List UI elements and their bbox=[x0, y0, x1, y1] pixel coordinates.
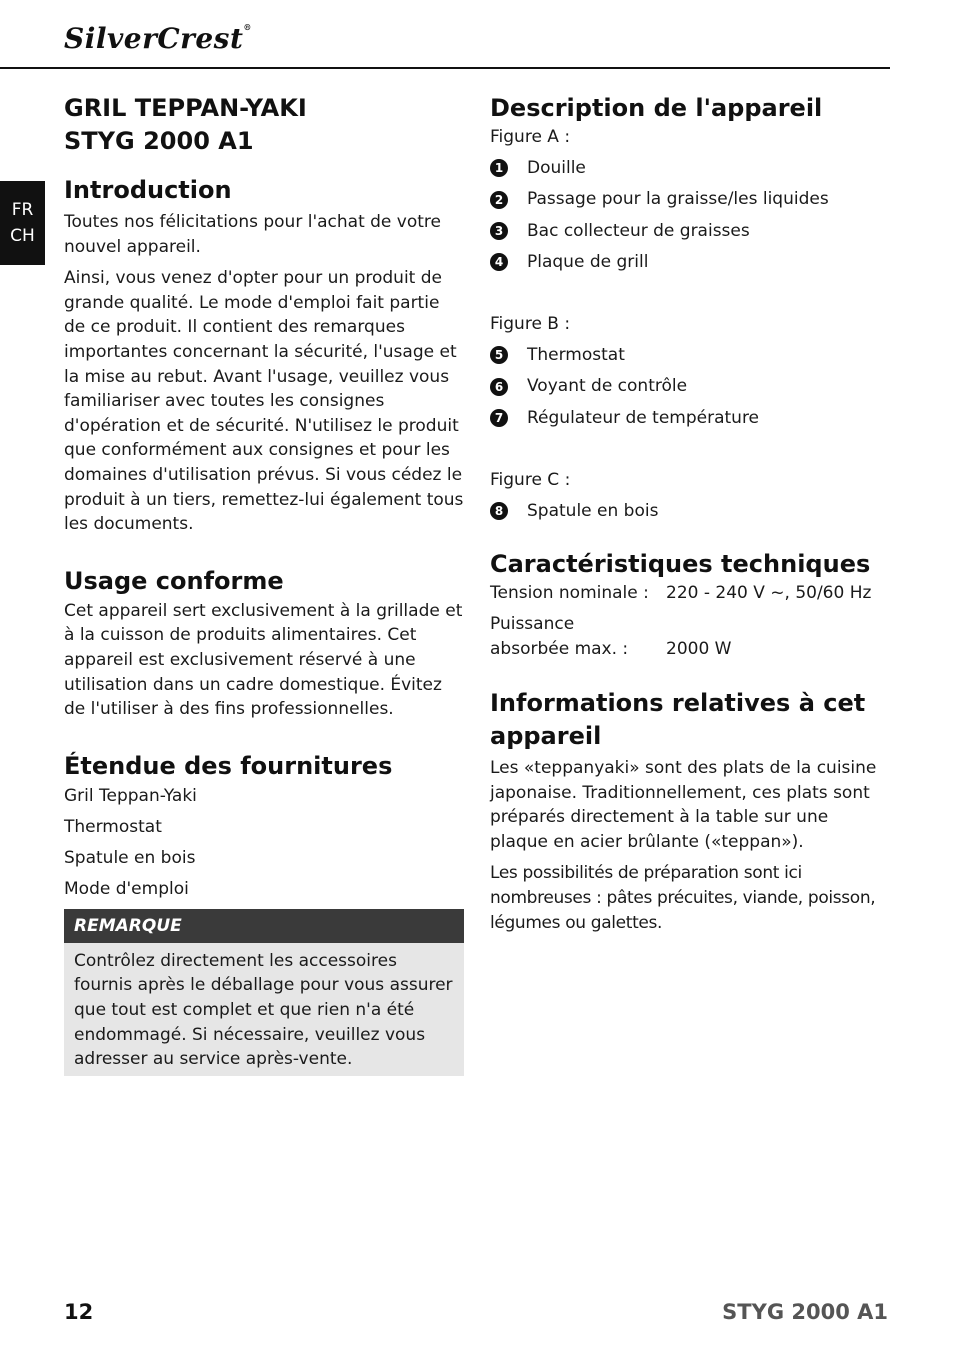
spec-power-label bbox=[490, 612, 666, 661]
part-item bbox=[490, 499, 890, 524]
part-label: Voyant de contrôle bbox=[527, 376, 688, 397]
product-title-line1: GRIL TEPPAN-YAKI bbox=[64, 94, 307, 122]
part-item bbox=[490, 343, 890, 368]
usage-para: Cet appareil sert exclusivement à la grillade et à la cuisson de produits alimentaires. Cet appareil est exclusivement réservé à une utilisation dans un cadre domestique. Évitez de l'utiliser à des fins professionnelles. bbox=[64, 600, 463, 720]
supply-item: Spatule en bois bbox=[64, 848, 196, 869]
part-number-badge: 7 bbox=[490, 409, 508, 427]
spec-row-power bbox=[490, 612, 890, 661]
introduction-para-1: Toutes nos félicitations pour l'achat de votre nouvel appareil. bbox=[64, 212, 441, 257]
note-label: REMARQUE bbox=[64, 909, 464, 943]
introduction-heading: Introduction bbox=[64, 176, 232, 204]
language-tab bbox=[0, 181, 45, 265]
product-title bbox=[64, 92, 464, 158]
part-label: Thermostat bbox=[527, 345, 625, 366]
brand-logo-text: SilverCrest bbox=[64, 22, 244, 55]
part-number-badge: 6 bbox=[490, 378, 508, 396]
part-label: Passage pour la graisse/les liquides bbox=[527, 189, 829, 210]
figure-a-label: Figure A : bbox=[490, 127, 571, 147]
supply-item: Gril Teppan-Yaki bbox=[64, 785, 197, 806]
part-item bbox=[490, 156, 890, 181]
spec-row-voltage bbox=[490, 581, 890, 606]
part-label: Spatule en bois bbox=[527, 500, 659, 521]
info-para-2: Les possibilités de préparation sont ici nombreuses : pâtes précuites, viande, poisson, légumes ou galettes. bbox=[490, 863, 876, 933]
part-item bbox=[490, 374, 890, 399]
brand-logo bbox=[64, 22, 252, 55]
part-item bbox=[490, 250, 890, 275]
left-column bbox=[64, 92, 464, 1076]
footer-model: STYG 2000 A1 bbox=[722, 1300, 888, 1324]
note-text: Contrôlez directement les accessoires fournis après le déballage pour vous assurer que tout est complet et que rien n'a été endommagé. Si nécessaire, veuillez vous adresser au service après-vente. bbox=[64, 943, 464, 1076]
supply-item: Thermostat bbox=[64, 816, 162, 837]
spec-power-label-line1: Puissance bbox=[490, 614, 575, 635]
part-item bbox=[490, 187, 890, 212]
info-heading: Informations relatives à cet appareil bbox=[490, 689, 866, 751]
language-code-ch: CH bbox=[10, 226, 35, 246]
specs-heading: Caractéristiques techniques bbox=[490, 550, 871, 579]
part-label: Douille bbox=[527, 158, 586, 179]
part-number-badge: 3 bbox=[490, 222, 508, 240]
part-item bbox=[490, 219, 890, 244]
part-label: Bac collecteur de graisses bbox=[527, 220, 750, 241]
part-number-badge: 8 bbox=[490, 502, 508, 520]
description-heading: Description de l'appareil bbox=[490, 94, 823, 122]
usage-heading: Usage conforme bbox=[64, 566, 284, 595]
spec-power-value: 2000 W bbox=[666, 638, 732, 659]
part-number-badge: 5 bbox=[490, 346, 508, 364]
right-column bbox=[490, 92, 890, 935]
introduction-para-2: Ainsi, vous venez d'opter pour un produit de grande qualité. Le mode d'emploi fait partie de ce produit. Il contient des remarques importantes concernant la sécurité, l'usage et la mise au rebut. Avant l'usage, veuillez vous familiariser avec toutes les consignes d'opération et de sécurité. N'utilisez le produit que conformément aux consignes et pour les domaines d'utilisation prévus. Si vous cédez le produit à un tiers, remettez-lui également tous les documents. bbox=[64, 268, 464, 535]
figure-b-label: Figure B : bbox=[490, 313, 571, 334]
part-label: Plaque de grill bbox=[527, 251, 649, 272]
product-title-line2: STYG 2000 A1 bbox=[64, 127, 254, 155]
part-label: Régulateur de température bbox=[527, 407, 760, 428]
spec-power-label-line2: absorbée max. : bbox=[490, 638, 629, 659]
part-number-badge: 4 bbox=[490, 253, 508, 271]
info-para-1: Les «teppanyaki» sont des plats de la cuisine japonaise. Traditionnellement, ces plats sont préparés directement à la table sur une plaque en acier brûlante («teppan»). bbox=[490, 758, 877, 852]
header-divider bbox=[0, 67, 890, 69]
part-number-badge: 1 bbox=[490, 159, 508, 177]
spec-voltage-label: Tension nominale : bbox=[490, 583, 649, 604]
part-number-badge: 2 bbox=[490, 191, 508, 209]
spec-voltage-value: 220 - 240 V ~, 50/60 Hz bbox=[666, 583, 872, 604]
language-code-fr: FR bbox=[11, 200, 34, 220]
part-item bbox=[490, 406, 890, 431]
supply-heading: Étendue des fournitures bbox=[64, 751, 393, 780]
page-number: 12 bbox=[64, 1300, 94, 1324]
figure-c-label: Figure C : bbox=[490, 469, 571, 490]
supply-item: Mode d'emploi bbox=[64, 879, 189, 900]
registered-mark: ® bbox=[243, 22, 252, 32]
